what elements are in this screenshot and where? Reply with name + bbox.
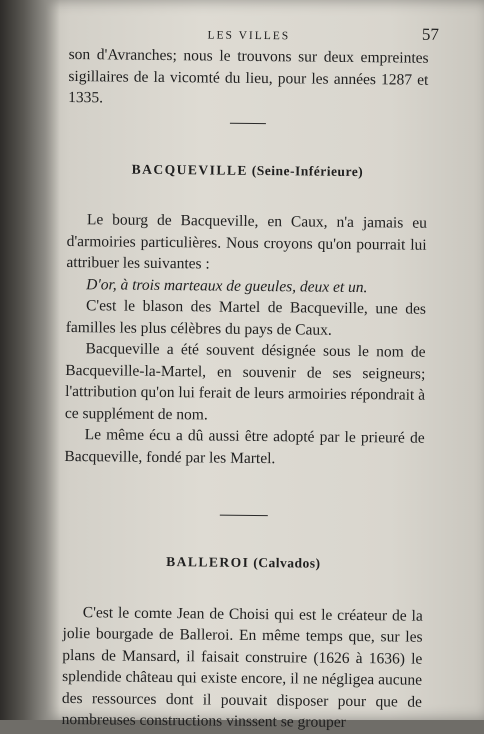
section-divider [230,122,266,123]
running-head-title: LES VILLES [207,29,291,43]
bacqueville-paragraph-4: Le même écu a dû aussi être adopté par le prieuré de Bacqueville, fondé par les Martel. [64,426,425,467]
heading-name: BALLEROI [166,554,250,570]
intro-paragraph: son d'Avranches; nous le trouvons sur deux empreintes sigillaires de la vicomté du lieu, pour les années 1287 et 1335. [68,45,429,107]
heading-name: BACQUEVILLE [131,161,248,178]
section-heading-bacqueville [67,157,427,182]
book-page [14,0,484,731]
page-text-block [61,20,439,734]
heading-region: (Seine-Inférieure) [251,162,364,179]
heading-region: (Calvados) [253,554,321,571]
section-heading-balleroi [63,550,423,575]
bacqueville-paragraph-3: Bacqueville a été souvent désignée sous le nom de Bacqueville-la-Martel, en souvenir de ses seigneurs; l'attribution qu'on lui ferait de leurs armoiries répondrait à ce supplément de nom. [64,340,426,423]
bacqueville-paragraph-2: C'est le blason des Martel de Bacqueville, une des familles les plus célèbres du pays de Caux. [65,297,427,339]
spacer [64,467,424,517]
section-divider [220,515,268,517]
bacqueville-paragraph-1: Le bourg de Bacqueville, en Caux, n'a jamais eu d'armoiries particulières. Nous croyons qu'on pourrait lui attribuer les suivantes : [66,211,427,273]
bacqueville-blazon: D'or, à trois marteaux de gueules, deux et un. [86,275,368,296]
page-number: 57 [421,24,439,44]
balleroi-paragraph-1: C'est le comte Jean de Choisi qui est le créateur de la jolie bourgade de Balleroi. En même temps que, sur les plans de Mansard, il faisait construire (1626 à 1636) le splendide château qui existe encore, il ne négligea aucune des ressources dont il pouvait disposer pour que de nombreuses constructions vinssent se grouper [61,603,423,731]
book-gutter-shadow [0,0,60,720]
running-head [69,20,439,46]
